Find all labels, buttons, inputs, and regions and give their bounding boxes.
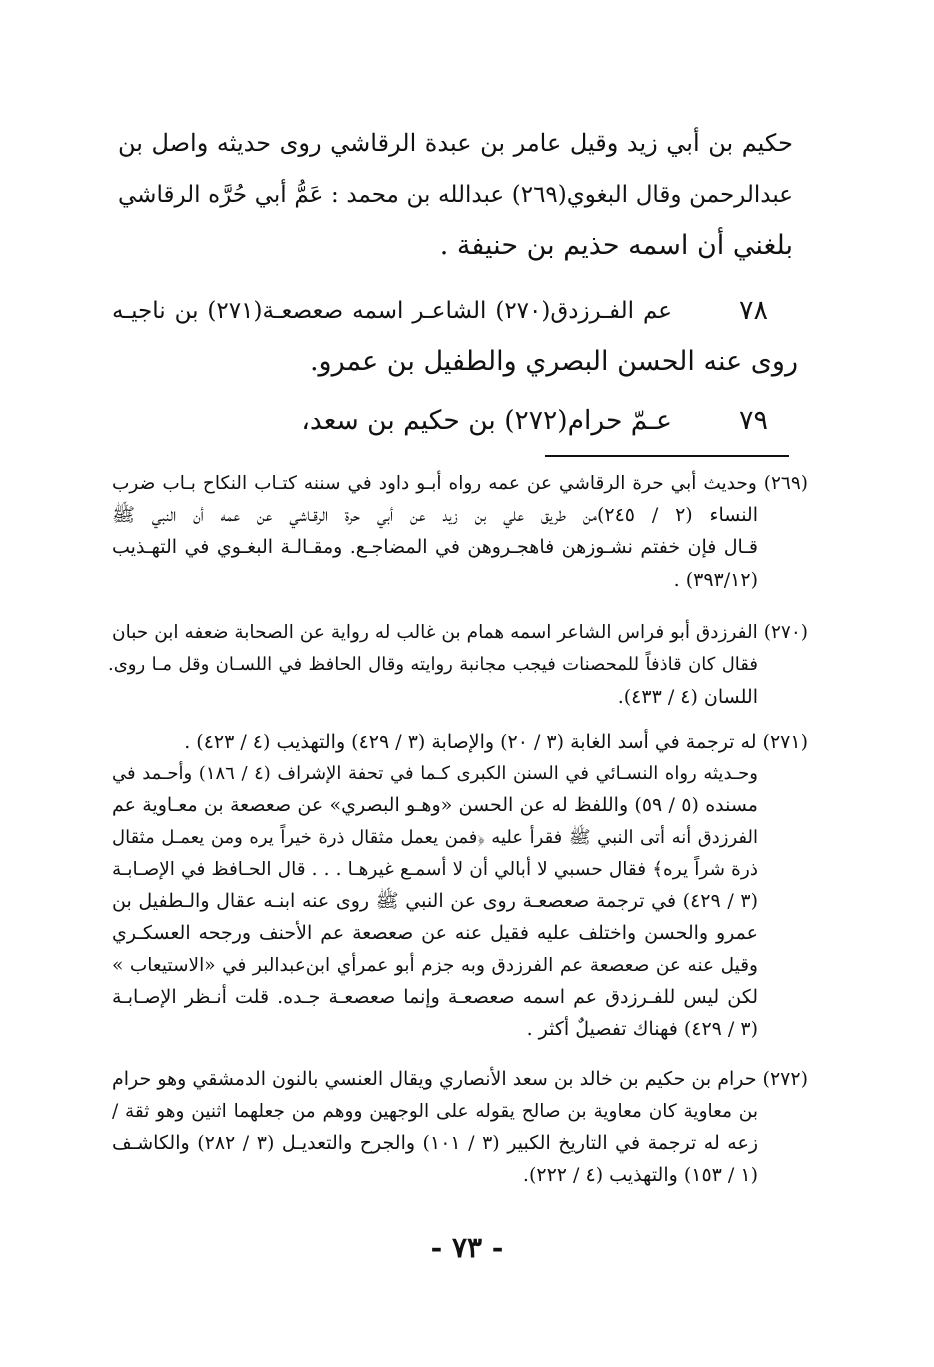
page-number: - ٧٣ -: [430, 1231, 504, 1264]
main-text-line: عـمّ حرام(٢٧٢) بن حكيم بن سعد،: [301, 405, 672, 436]
main-text-line: بلغني أن اسمه حذيم بن حنيفة .: [439, 230, 793, 261]
footnote-line: فقال كان قاذفاً للمحصنات فيجب مجانبة روايته وقال الحافظ في اللسـان وقل مـا روى.: [108, 654, 758, 675]
footnote-line: (١ / ١٥٣) والتهذيب (٤ / ٢٢٢).: [522, 1164, 758, 1186]
footnote-line: الفرزدق أنه أتى النبي ﷺ فقرأ عليه ﴿فمن يعمل مثقال ذرة خيراً يره ومن يعمـل مثقال: [112, 827, 758, 848]
footnote-line: ذرة شراً يره﴾ فقال حسبي لا أبالي أن لا أسمـع غيرهـا . . . قال الحـافظ في الإصـابـة: [112, 859, 758, 880]
footnote-line: وحـديثه رواه النسـائي في السنن الكبرى كـما في تحفة الإشراف (٤ / ١٨٦) وأحـمد في: [112, 763, 758, 784]
footnote-line: (٣ / ٤٢٩) في ترجمة صعصعـة روى عن النبي ﷺ روى عنه ابنـه عقال والـطفيل بن: [112, 890, 758, 912]
footnote-line: بن معاوية كان معاوية بن صالح يقوله على الوجهين ووهم من جعلهما اثنين وهو ثقة /: [112, 1101, 758, 1122]
entry-number: ٧٩: [738, 405, 768, 436]
footnote-line: (٢٧١) له ترجمة في أسد الغابة (٣ / ٢٠) والإصابة (٣ / ٤٢٩) والتهذيب (٤ / ٤٢٣) .: [184, 731, 808, 753]
footnote-line: (٢٦٩) وحديث أبي حرة الرقاشي عن عمه رواه أبـو داود في سننه كتـاب النكاح بـاب ضرب: [112, 473, 808, 494]
footnote-line: (٣٩٣/١٢) .: [673, 569, 758, 591]
footnote-line: زعه له ترجمة في التاريخ الكبير (٣ / ١٠١) والجرح والتعديـل (٣ / ٢٨٢) والكاشـف: [112, 1132, 758, 1154]
footnote-line: (٣ / ٤٢٩) فهناك تفصيلٌ أكثر .: [526, 1018, 758, 1040]
main-text-line: عم الفـرزدق(٢٧٠) الشاعـر اسمه صعصعـة(٢٧١) بن ناجيـه: [112, 298, 672, 324]
main-text-line: عبدالرحمن وقال البغوي(٢٦٩) عبدالله بن محمد : عَمُّ أبي حُرَّه الرقاشي: [118, 182, 793, 208]
footnote-line: وقيل عنه عن صعصعة عم الفرزدق وبه جزم أبو عمرأي ابن‌عبدالبر في «الاستيعاب »: [112, 955, 758, 976]
footnote-line: قـال فإن خفتم نشـوزهن فاهجـروهن في المضاجـع. ومقـالـة البغـوي في التهـذيب: [112, 536, 758, 558]
footnote-line: عمرو والحسن واختلف عليه فقيل عنه عن صعصعة عم الأحنف ورجحه العسكـري: [112, 922, 758, 944]
footnote-line: (٢٧٠) الفرزدق أبو فراس الشاعر اسمه همام بن غالب له رواية عن الصحابة ضعفه ابن حبان: [112, 622, 808, 643]
footnote-line: لكن ليس للفـرزدق عم اسمه صعصعـة وإنما صعصعـة جـده. قلت أنـظر الإصـابـة: [112, 986, 758, 1008]
footnote-line: مسنده (٥ / ٥٩) واللفظ له عن الحسن «وهـو البصري» عن صعصعة بن معـاوية عم: [112, 794, 758, 816]
footnote-line: النساء (٢ / ٢٤٥)من طريق علي بن زيد عن أبي حرة الرقـاشي عن عمه أن النبي ﷺ: [112, 504, 758, 526]
main-text-line: روى عنه الحسن البصري والطفيل بن عمرو.: [309, 346, 798, 377]
entry-number: ٧٨: [738, 295, 768, 326]
footnote-line: (٢٧٢) حرام بن حكيم بن خالد بن سعد الأنصاري ويقال العنسي بالنون الدمشقي وهو حرام: [112, 1068, 808, 1090]
footnote-separator: [545, 455, 789, 457]
main-text-line: حكيم بن أبي زيد وقيل عامر بن عبدة الرقاشي روى حديثه واصل بن: [118, 129, 793, 157]
footnote-line: اللسان (٤ / ٤٣٣).: [617, 686, 758, 708]
